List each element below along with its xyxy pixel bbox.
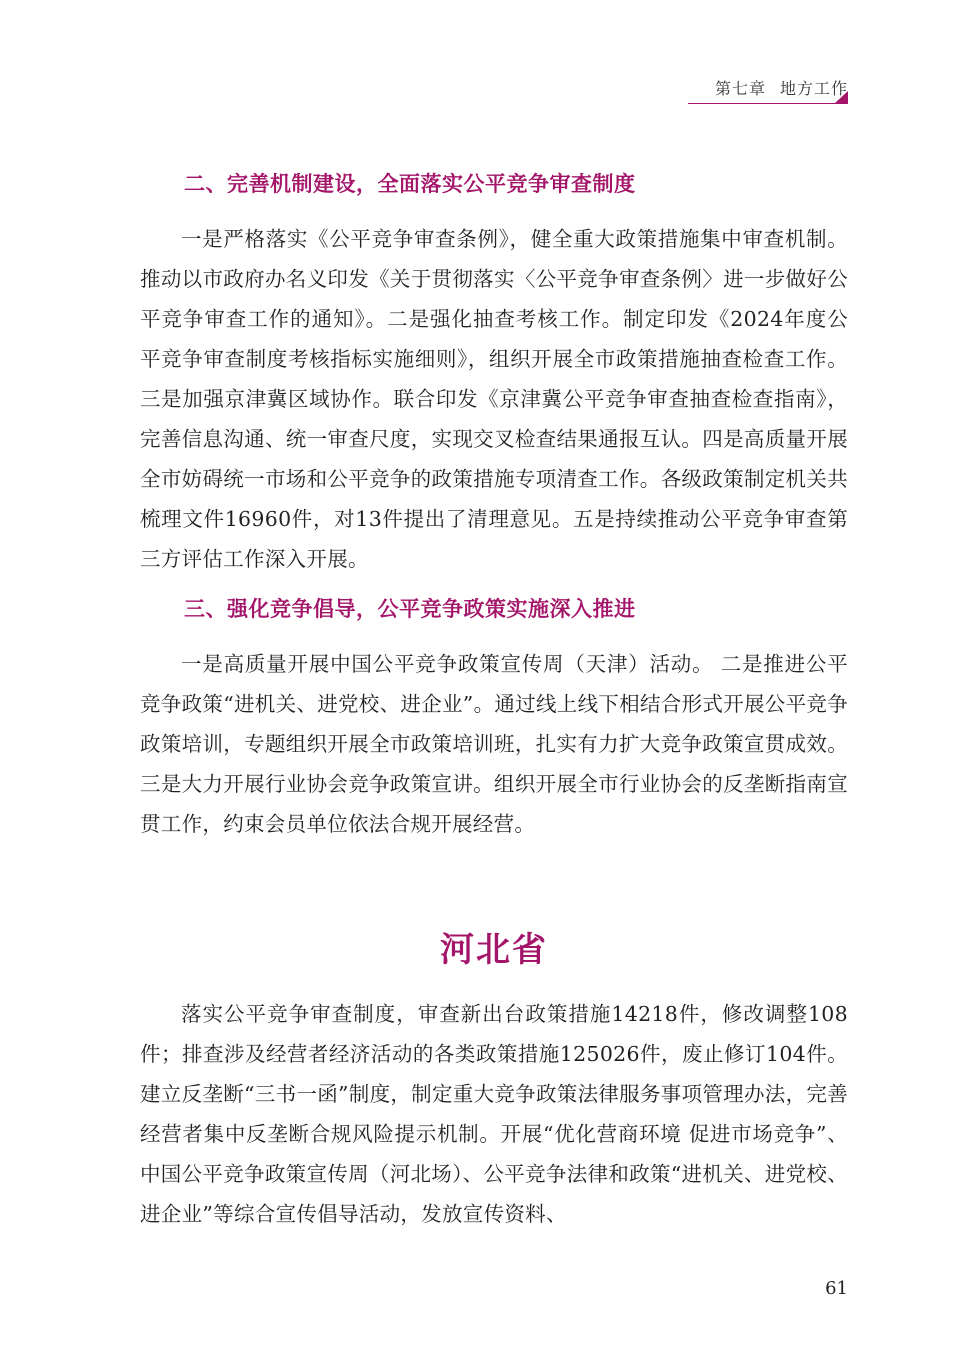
section-heading-3: 三、强化竞争倡导，公平竞争政策实施深入推进 — [184, 596, 636, 621]
province-paragraph: 落实公平竞争审查制度，审查新出台政策措施14218件，修改调整108件；排查涉及经营者经济活动的各类政策措施125026件，废止修订104件。建立反垄断“三书一函”制度，制定重大竞争政策法律服务事项管理办法，完善经营者集中反垄断合规风险提示机制。开展“优化营商环境 促进市场竞争”、中国公平竞争政策宣传周（河北场）、公平竞争法律和政策“进机关、进党校、进企业”等综合宣传倡导活动，发放宣传资料、 — [140, 1002, 848, 1226]
chapter-title: 地方工作 — [779, 79, 848, 98]
section-3-paragraph: 一是高质量开展中国公平竞争政策宣传周（天津）活动。 二是推进公平竞争政策“进机关、进党校、进企业”。通过线上线下相结合形式开展公平竞争政策培训，专题组织开展全市政策培训班，扎实有力扩大竞争政策宣贯成效。三是大力开展行业协会竞争政策宣讲。组织开展全市行业协会的反垄断指南宣贯工作，约束会员单位依法合规开展经营。 — [140, 652, 848, 836]
header-corner-triangle-icon — [834, 91, 848, 104]
page-number: 61 — [825, 1278, 848, 1299]
section-heading-2: 二、完善机制建设，全面落实公平竞争审查制度 — [184, 171, 636, 196]
running-header — [688, 76, 848, 99]
province-title: 河北省 — [440, 930, 548, 970]
page-content — [140, 160, 848, 1234]
section-2-paragraph: 一是严格落实《公平竞争审查条例》，健全重大政策措施集中审查机制。推动以市政府办名义印发《关于贯彻落实〈公平竞争审查条例〉进一步做好公平竞争审查工作的通知》。二是强化抽查考核工作。制定印发《2024年度公平竞争审查制度考核指标实施细则》，组织开展全市政策措施抽查检查工作。三是加强京津冀区域协作。联合印发《京津冀公平竞争审查抽查检查指南》，完善信息沟通、统一审查尺度，实现交叉检查结果通报互认。四是高质量开展全市妨碍统一市场和公平竞争的政策措施专项清查工作。各级政策制定机关共梳理文件16960件，对13件提出了清理意见。五是持续推动公平竞争审查第三方评估工作深入开展。 — [140, 227, 848, 571]
chapter-label: 第七章 — [714, 79, 766, 98]
header-rule — [688, 103, 836, 104]
